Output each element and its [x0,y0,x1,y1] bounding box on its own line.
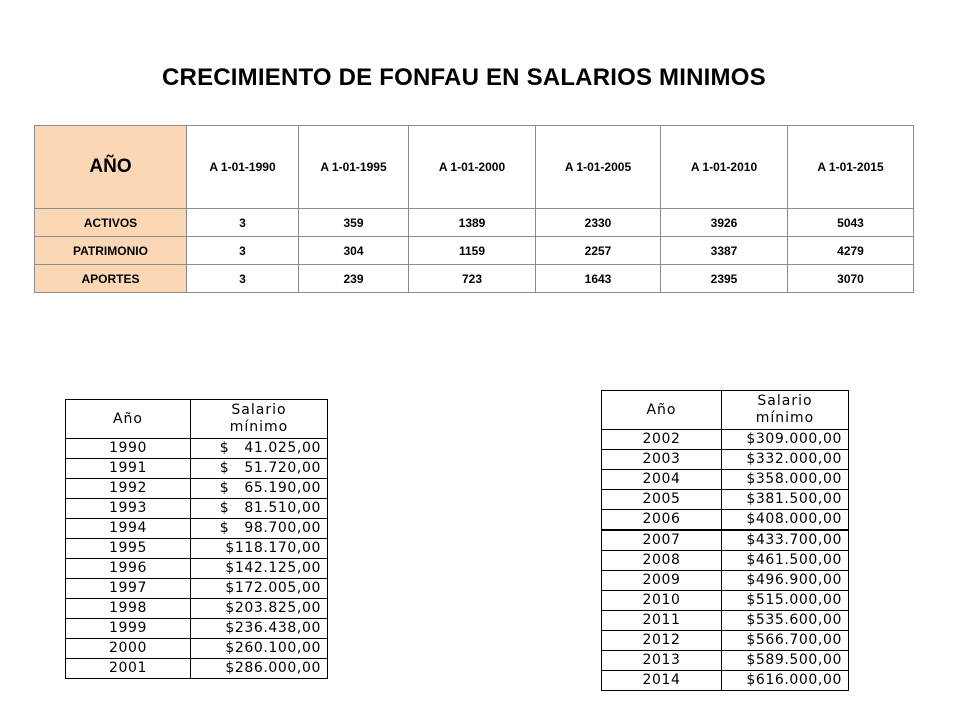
wage-year-cell: 2000 [66,639,191,659]
growth-cell: 3 [187,265,299,293]
wage-year-cell: 1993 [66,499,191,519]
growth-table-column-header: A 1-01-2015 [788,126,914,209]
wage-salary-cell: $ 98.700,00 [191,519,328,539]
wage-salary-cell: $433.700,00 [722,530,849,551]
growth-cell: 723 [409,265,536,293]
wage-year-cell: 1997 [66,579,191,599]
growth-table-column-header: A 1-01-2000 [409,126,536,209]
wage-table-row [602,450,849,470]
wage-salary-cell: $461.500,00 [722,551,849,571]
wage-year-cell: 1994 [66,519,191,539]
growth-cell: 359 [299,209,409,237]
growth-cell: 2257 [536,237,661,265]
wage-salary-cell: $381.500,00 [722,490,849,510]
growth-cell: 3070 [788,265,914,293]
wage-year-cell: 2002 [602,430,722,450]
wage-table-row [602,571,849,591]
wage-table-row [66,579,328,599]
wage-header-year: Año [602,391,722,430]
wage-year-cell: 2008 [602,551,722,571]
wage-year-cell: 2005 [602,490,722,510]
wage-salary-cell: $496.900,00 [722,571,849,591]
growth-cell: 3387 [661,237,788,265]
wage-header-salary [191,400,328,439]
minimum-wage-table-1990-2001 [65,399,328,679]
growth-cell: 4279 [788,237,914,265]
wage-salary-cell: $203.825,00 [191,599,328,619]
wage-salary-cell: $535.600,00 [722,611,849,631]
growth-cell: 3 [187,237,299,265]
growth-cell: 2330 [536,209,661,237]
growth-cell: 3926 [661,209,788,237]
growth-row-label: PATRIMONIO [35,237,187,265]
growth-table-header-row [35,126,914,209]
growth-table-row-activos [35,209,914,237]
wage-year-cell: 2012 [602,631,722,651]
growth-table [34,125,914,293]
wage-table-row [66,439,328,459]
wage-year-cell: 2010 [602,591,722,611]
wage-salary-cell: $566.700,00 [722,631,849,651]
wage-table-row [66,499,328,519]
wage-table-row [66,519,328,539]
wage-table-row [66,639,328,659]
wage-table-row [66,479,328,499]
wage-table-header-row [66,400,328,439]
wage-year-cell: 1990 [66,439,191,459]
wage-salary-cell: $118.170,00 [191,539,328,559]
wage-table-row [602,551,849,571]
wage-salary-cell: $358.000,00 [722,470,849,490]
wage-table-row [66,559,328,579]
wage-table-body [66,439,328,679]
wage-year-cell: 1992 [66,479,191,499]
wage-salary-cell: $142.125,00 [191,559,328,579]
wage-salary-cell: $ 41.025,00 [191,439,328,459]
wage-year-cell: 2013 [602,651,722,671]
growth-cell: 304 [299,237,409,265]
wage-salary-cell: $236.438,00 [191,619,328,639]
growth-table-column-header: A 1-01-1990 [187,126,299,209]
wage-year-cell: 2006 [602,510,722,531]
wage-salary-cell: $260.100,00 [191,639,328,659]
page-title: CRECIMIENTO DE FONFAU EN SALARIOS MINIMOS [162,64,766,91]
wage-salary-cell: $ 51.720,00 [191,459,328,479]
minimum-wage-table-2002-2014 [601,390,849,691]
wage-year-cell: 1998 [66,599,191,619]
wage-header-salary [722,391,849,430]
wage-table-row [602,530,849,551]
growth-cell: 1389 [409,209,536,237]
growth-cell: 1643 [536,265,661,293]
wage-year-cell: 2014 [602,671,722,691]
growth-table-column-header: A 1-01-2010 [661,126,788,209]
wage-year-cell: 1999 [66,619,191,639]
wage-year-cell: 2004 [602,470,722,490]
wage-header-salary-line2: mínimo [229,419,289,435]
growth-cell: 1159 [409,237,536,265]
wage-table-row [66,659,328,679]
wage-salary-cell: $172.005,00 [191,579,328,599]
wage-header-salary-line2: mínimo [755,410,815,426]
wage-table-row [602,631,849,651]
wage-table-row [66,619,328,639]
wage-header-salary-line1: Salario [757,393,813,409]
growth-row-label: ACTIVOS [35,209,187,237]
wage-salary-cell: $ 65.190,00 [191,479,328,499]
growth-table-corner-label: AÑO [35,126,187,209]
growth-cell: 5043 [788,209,914,237]
wage-year-cell: 1991 [66,459,191,479]
growth-table-column-header: A 1-01-2005 [536,126,661,209]
wage-salary-cell: $309.000,00 [722,430,849,450]
growth-table-row-aportes [35,265,914,293]
growth-cell: 2395 [661,265,788,293]
wage-table-row [66,539,328,559]
growth-table-column-header: A 1-01-1995 [299,126,409,209]
wage-year-cell: 1996 [66,559,191,579]
wage-table-row [602,611,849,631]
wage-salary-cell: $515.000,00 [722,591,849,611]
wage-year-cell: 2011 [602,611,722,631]
wage-table-row [602,430,849,450]
wage-table-row [602,470,849,490]
wage-table-row [602,490,849,510]
wage-salary-cell: $286.000,00 [191,659,328,679]
wage-year-cell: 2001 [66,659,191,679]
wage-header-salary-line1: Salario [231,402,287,418]
wage-table-body [602,430,849,691]
wage-table-row [602,671,849,691]
wage-salary-cell: $332.000,00 [722,450,849,470]
wage-salary-cell: $ 81.510,00 [191,499,328,519]
growth-cell: 239 [299,265,409,293]
wage-salary-cell: $616.000,00 [722,671,849,691]
wage-salary-cell: $408.000,00 [722,510,849,531]
wage-year-cell: 2003 [602,450,722,470]
wage-year-cell: 2009 [602,571,722,591]
wage-table-row [602,510,849,531]
wage-table-row [602,591,849,611]
wage-table-header-row [602,391,849,430]
wage-table-row [66,459,328,479]
wage-year-cell: 1995 [66,539,191,559]
wage-header-year: Año [66,400,191,439]
growth-cell: 3 [187,209,299,237]
growth-row-label: APORTES [35,265,187,293]
wage-table-row [66,599,328,619]
growth-table-row-patrimonio [35,237,914,265]
wage-salary-cell: $589.500,00 [722,651,849,671]
wage-year-cell: 2007 [602,530,722,551]
wage-table-row [602,651,849,671]
